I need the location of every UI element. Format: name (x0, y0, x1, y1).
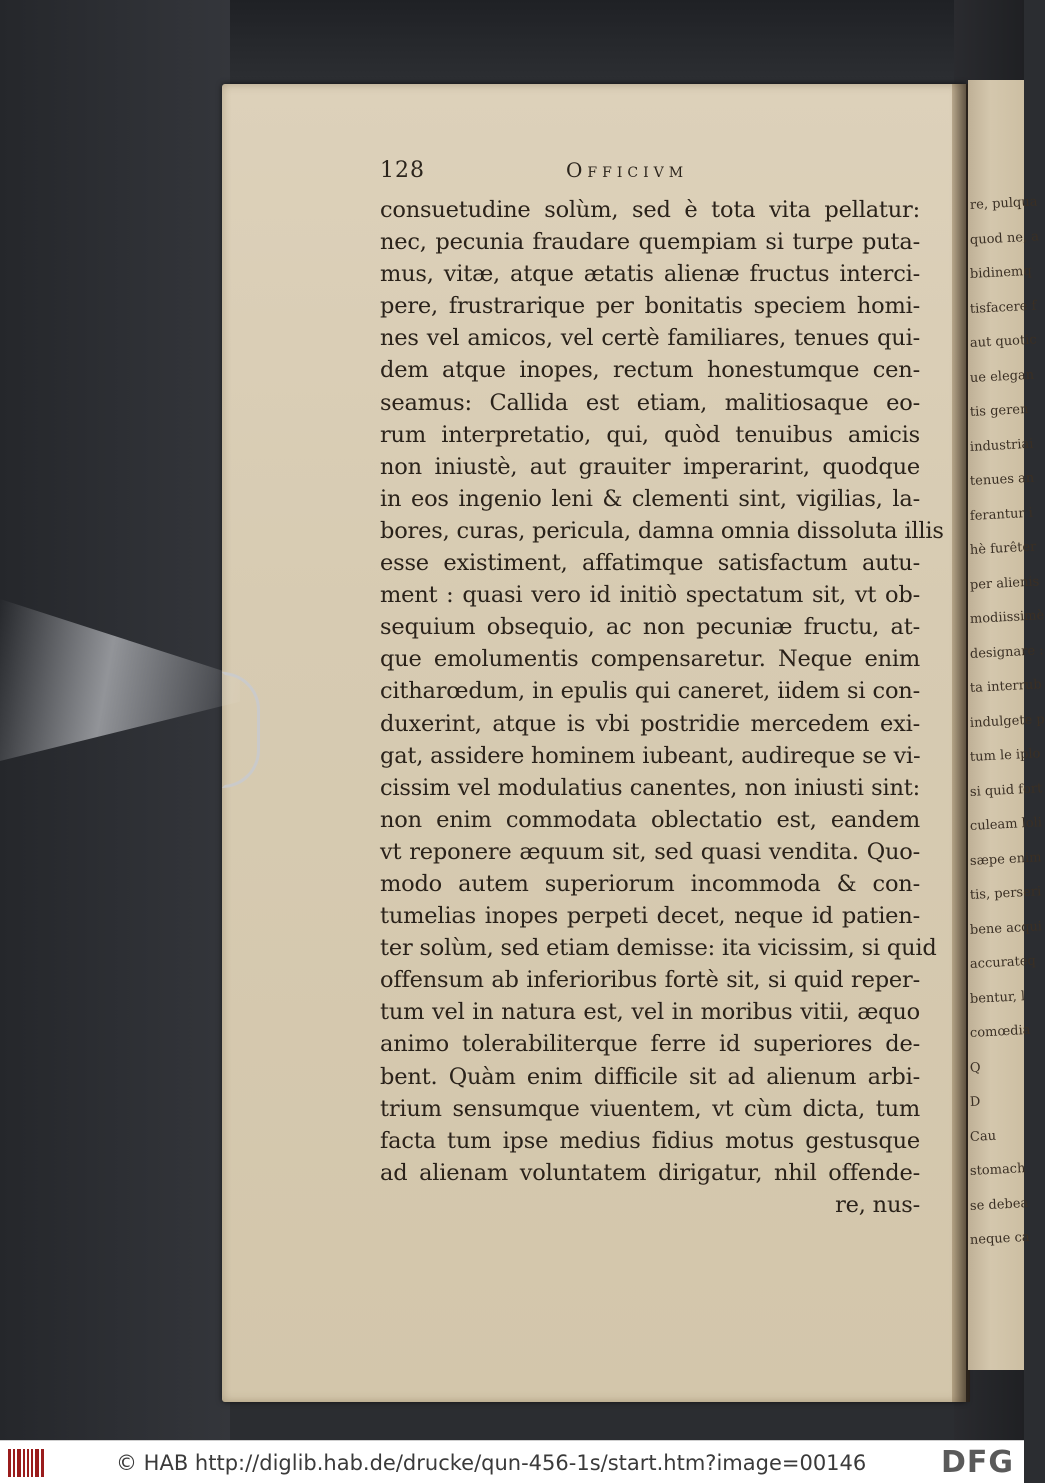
text-line: esse existiment, affatimque satisfactum autu- (380, 550, 920, 577)
facing-page-fragment: neque ca (969, 1229, 1030, 1248)
facing-page-fragment: Cau (969, 1128, 997, 1145)
facing-page-fragment: designare : (969, 642, 1045, 662)
text-line: offensum ab inferioribus fortè sit, si quid reper- (380, 967, 920, 994)
facing-page-fragment: tis, perseri (969, 884, 1042, 903)
footer-bar (0, 1440, 1024, 1483)
text-line: mus, vitæ, atque ætatis alienæ fructus interci- (380, 261, 920, 288)
facing-page-fragment: re, pulqua (969, 194, 1038, 213)
text-line: consuetudine solùm, sed è tota vita pellatur: (380, 197, 920, 223)
facing-page-fragment: bidinemq (969, 263, 1032, 282)
page-header (380, 158, 800, 188)
text-line: modo autem superiorum incommoda & con- (380, 870, 920, 897)
facing-page-fragment: per alienis (969, 573, 1040, 593)
facing-page-fragment: aut quotic (969, 332, 1037, 351)
text-line: tumelias inopes perpeti decet, neque id patien- (380, 903, 920, 930)
facing-page-fragment: comœdia (969, 1022, 1031, 1041)
text-line: seamus: Callida est etiam, malitiosaque eo- (380, 389, 920, 416)
facing-page-fragment: tisfacere f (969, 298, 1037, 317)
hab-barcode-icon (8, 1449, 44, 1477)
facing-page-fragment: tis geren (969, 401, 1029, 420)
text-line: non iniustè, aut grauiter imperarint, quodque (380, 453, 920, 480)
text-line: animo tolerabiliterque ferre id superiores de- (380, 1031, 920, 1058)
text-line: ad alienam voluntatem dirigatur, nhil offende- (380, 1159, 920, 1186)
facing-page-fragment: accurateq (969, 953, 1037, 972)
facing-page-fragment: tenues an (969, 470, 1035, 489)
text-line: facta tum ipse medius fidius motus gestusque (380, 1127, 920, 1154)
facing-page-fragment: tum le iplo (969, 746, 1041, 765)
text-line: gat, assidere hominem iubeant, audireque se vi- (380, 742, 921, 769)
dfg-logo: DFG (940, 1445, 1014, 1480)
page-body-text (380, 194, 944, 1221)
text-line: pere, frustrarique per bonitatis speciem homi- (380, 293, 920, 320)
text-line: ter solùm, sed etiam demisse: ita vicissim, si quid (380, 935, 937, 962)
facing-page-edge (968, 80, 1045, 1370)
text-line: duxerint, atque is vbi postridie mercedem exi- (380, 710, 920, 737)
text-line: cissim vel modulatius canentes, non iniusti sint: (380, 774, 920, 801)
text-line: ment : quasi vero id initiò spectatum sit, vt ob- (380, 582, 920, 609)
facing-page-fragment: industriai (969, 436, 1034, 455)
text-line: nes vel amicos, vel certè familiares, tenues qui- (380, 325, 920, 352)
page-number: 128 (380, 158, 425, 183)
text-line: nec, pecunia fraudare quempiam si turpe puta- (380, 229, 920, 256)
facing-page-fragment: modiissimè (969, 608, 1045, 627)
text-line: tum vel in natura est, vel in moribus vitii, æquo (380, 999, 920, 1026)
facing-page-fragment: Q (969, 1059, 982, 1076)
text-line: que emolumentis compensaretur. Neque enim (380, 646, 920, 673)
catchword: re, nus- (835, 1191, 920, 1218)
facing-page-fragment: ue elegan (969, 367, 1035, 386)
text-line: sequium obsequio, ac non pecuniæ fructu, at- (380, 614, 920, 641)
facing-page-fragment: bene acqui (969, 918, 1043, 938)
copyright-attribution[interactable]: © HAB http://diglib.hab.de/drucke/qun-456-1s/start.htm?image=00146 (116, 1451, 867, 1475)
facing-page-fragment: ta interrub (969, 677, 1042, 696)
text-line: dem atque inopes, rectum honestumque cen- (380, 357, 920, 384)
facing-page-fragment: se debea (969, 1195, 1029, 1214)
text-line: trium sensumque viuentem, vt cùm dicta, tum (380, 1095, 920, 1122)
facing-page-fragment: D (969, 1094, 981, 1110)
facing-page-fragment: quod ne, a (969, 228, 1040, 248)
text-line: rum interpretatio, qui, quòd tenuibus amicis (380, 421, 920, 448)
facing-page-fragment: si quid fort (969, 780, 1043, 800)
facing-page-fragment: stomach (969, 1161, 1026, 1179)
facing-page-fragment: culeam loli (969, 815, 1043, 834)
text-line: in eos ingenio leni & clementi sint, vigilias, la- (380, 485, 920, 512)
text-line: vt reponere æquum sit, sed quasi vendita. Quo- (380, 838, 920, 865)
running-head: Officivm (566, 158, 689, 182)
text-line: bores, curas, pericula, damna omnia dissoluta illis (380, 517, 944, 544)
facing-page-fragment: ferantur i (969, 505, 1034, 524)
facing-page-fragment: bentur, l (969, 988, 1026, 1007)
facing-page-fragment: indulgete p (969, 711, 1045, 731)
facing-page-fragment: hè furêter (969, 539, 1037, 558)
facing-page-fragment: sæpe enim (969, 849, 1042, 869)
text-line: citharœdum, in epulis qui caneret, iidem si con- (380, 678, 920, 705)
text-line: non enim commodata oblectatio est, eandem (380, 806, 920, 833)
text-line: bent. Quàm enim difficile sit ad alienum arbi- (380, 1063, 920, 1090)
